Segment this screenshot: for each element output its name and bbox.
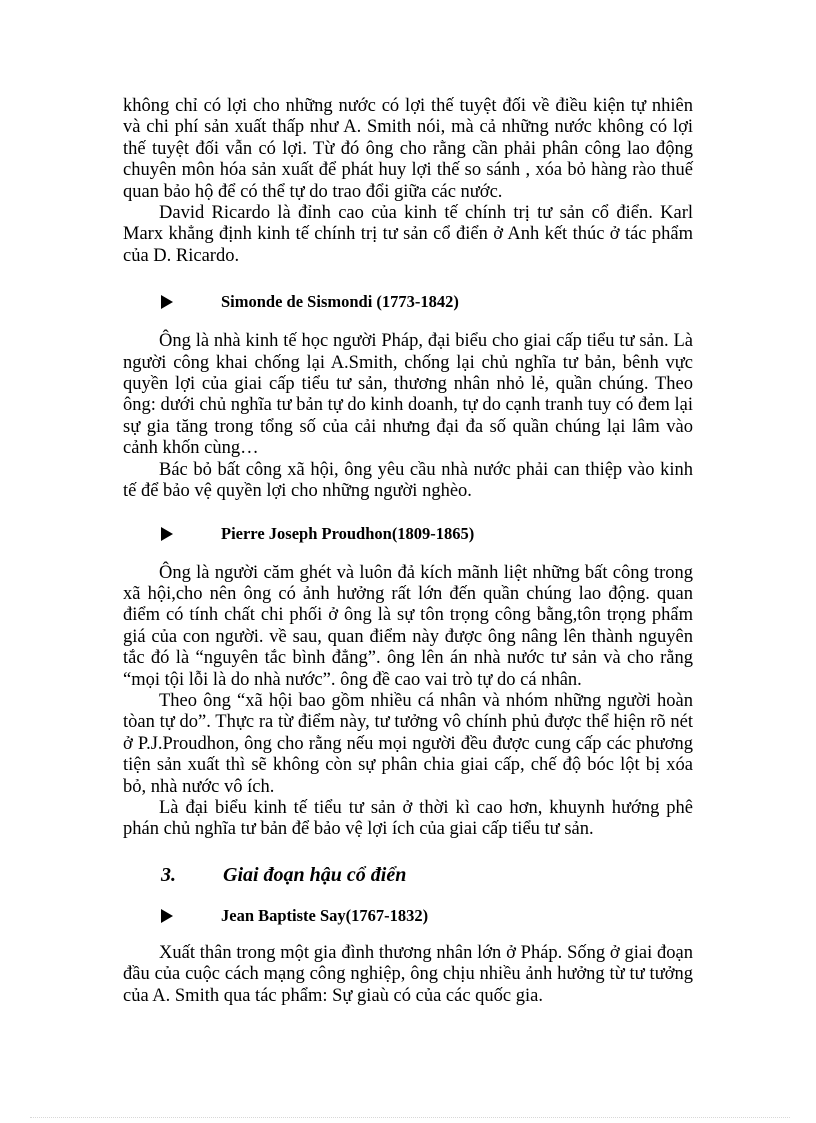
arrow-bullet-icon	[161, 527, 173, 541]
paragraph-sismondi-intro: Ông là nhà kinh tế học người Pháp, đại biểu cho giai cấp tiểu tư sản. Là người công khai chống lại A.Smith, chống lại chủ nghĩa tư bản, bênh vực quyền lợi của giai cấp tiểu tư sản, thương nhân nhỏ lẻ, quần chúng. Theo ông: dưới chủ nghĩa tư bản tự do kinh doanh, tự do cạnh tranh tuy có đem lại sự gia tăng trong tổng số của cải nhưng đại đa số quần chúng lại lâm vào cảnh khốn cùng…	[123, 331, 693, 459]
heading-say-text: Jean Baptiste Say(1767-1832)	[221, 905, 429, 925]
section-heading	[123, 863, 693, 889]
section-number: 3.	[161, 864, 176, 887]
arrow-bullet-icon	[161, 909, 173, 923]
heading-sismondi-text: Simonde de Sismondi (1773-1842)	[221, 292, 459, 312]
document-page	[123, 96, 693, 1007]
heading-sismondi	[123, 291, 693, 313]
page-bottom-divider	[30, 1117, 790, 1118]
heading-say	[123, 905, 693, 927]
heading-proudhon-text: Pierre Joseph Proudhon(1809-1865)	[221, 523, 475, 543]
arrow-bullet-icon	[161, 295, 173, 309]
paragraph-ricardo: David Ricardo là đỉnh cao của kinh tế chính trị tư sản cổ điển. Karl Marx khẳng định kinh tế chính trị tư sản cổ điển ở Anh kết thúc ở tác phẩm của D. Ricardo.	[123, 203, 693, 266]
paragraph-sismondi-state: Bác bỏ bất công xã hội, ông yêu cầu nhà nước phải can thiệp vào kinh tế để bảo vệ quyền lợi cho những người nghèo.	[123, 459, 693, 502]
section-title: Giai đoạn hậu cổ điển	[223, 864, 407, 887]
paragraph-comparative-advantage: không chỉ có lợi cho những nước có lợi thế tuyệt đối về điều kiện tự nhiên và chi phí sản xuất thấp như A. Smith nói, mà cả những nước không có lợi thế tuyệt đối vẫn có lợi. Từ đó ông cho rằng cần phải phân công lao động chuyên môn hóa sản xuất để phát huy lợi thế so sánh , xóa bỏ hàng rào thuế quan bảo hộ để có thể tự do trao đổi giữa các nước.	[123, 96, 693, 202]
paragraph-say-intro: Xuất thân trong một gia đình thương nhân lớn ở Pháp. Sống ở giai đoạn đầu của cuộc cách mạng công nghiệp, ông chịu nhiều ảnh hưởng từ tư tưởng của A. Smith qua tác phẩm: Sự giaù có của các quốc gia.	[123, 942, 693, 1006]
paragraph-proudhon-intro: Ông là người căm ghét và luôn đả kích mãnh liệt những bất công trong xã hội,cho nên ông có ảnh hưởng rất lớn đến quần chúng lao động. quan điểm có tính chất chi phối ở ông là sự tôn trọng công bằng,tôn trọng phẩm giá của con người. về sau, quan điểm này được ông nâng lên thành nguyên tắc đó là “nguyên tắc bình đẳng”. ông lên án nhà nước tư sản và cho rằng “mọi tội lỗi là do nhà nước”. ông đề cao vai trò tự do cá nhân.	[123, 562, 693, 690]
heading-proudhon	[123, 523, 693, 545]
paragraph-proudhon-society: Theo ông “xã hội bao gồm nhiều cá nhân và nhóm những người hoàn tòan tự do”. Thực ra từ điểm này, tư tưởng vô chính phủ được thể hiện rõ nét ở P.J.Proudhon, ông cho rằng nếu mọi người đều được cung cấp các phương tiện sản xuất thì sẽ không còn sự phân chia giai cấp, chế độ bóc lột bị xóa bỏ, nhà nước vô ích.	[123, 690, 693, 797]
paragraph-proudhon-summary: Là đại biểu kinh tế tiểu tư sản ở thời kì cao hơn, khuynh hướng phê phán chủ nghĩa tư bản để bảo vệ lợi ích của giai cấp tiểu tư sản.	[123, 797, 693, 840]
